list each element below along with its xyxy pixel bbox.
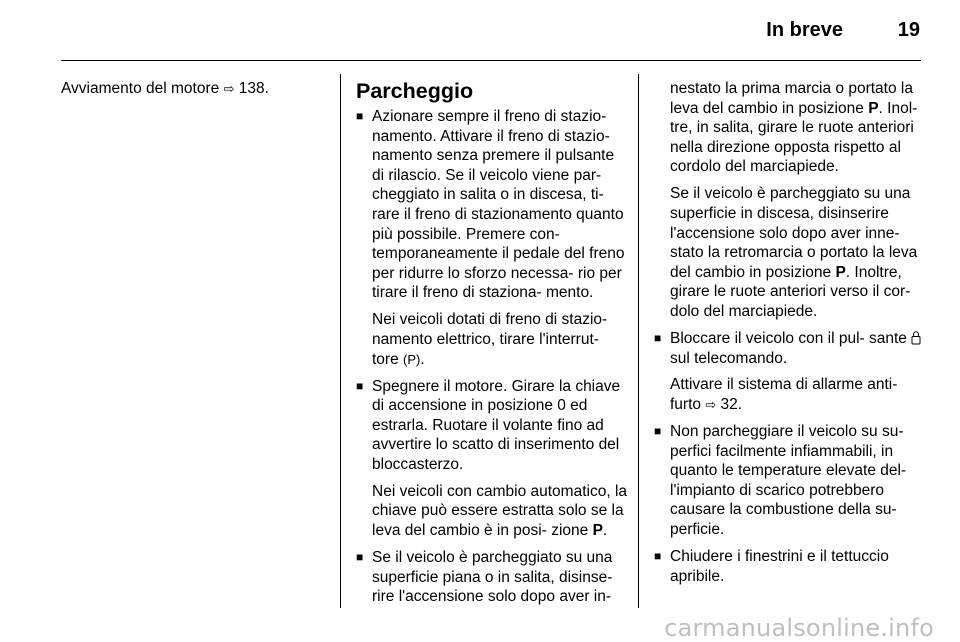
column-1 (61, 79, 329, 106)
section-heading: Parcheggio (356, 79, 474, 103)
item-subtext (670, 375, 924, 414)
item-subtext (372, 482, 628, 541)
bullet-square-icon: ■ (654, 549, 662, 564)
subtext-end: . (602, 522, 608, 540)
section-title: In breve (766, 19, 843, 41)
item-text: Chiudere i finestrini e il tettuccio apribile. (670, 548, 889, 585)
list-item (654, 422, 924, 540)
item-text: Non parcheggiare il veicolo su su- perfici facilmente infiammabili, in quanto le temperature elevate del- l'impianto di scarico potrebbero causare la combustione della su- perficie. (670, 423, 907, 539)
page-reference-arrow-icon: ⇨ (223, 81, 235, 96)
page-number: 19 (897, 19, 920, 41)
bullet-square-icon: ■ (654, 424, 662, 439)
item-text-body: Bloccare il veicolo con il pul- sante (670, 329, 907, 347)
item-text (670, 329, 924, 368)
bullet-square-icon: ■ (356, 378, 364, 393)
item-subtext (372, 310, 628, 369)
reference-text: Avviamento del motore (61, 80, 220, 97)
page-header (0, 0, 960, 60)
continued-text-body: Se il veicolo è parcheggiato su una superficie in discesa, disinserire l'accensione solo dopo aver inne- stato la retromarcia o portato la leva del cambio in posizione (670, 185, 918, 281)
header-rule (61, 60, 921, 61)
lock-icon (911, 330, 921, 345)
subtext-body: Nei veicoli con cambio automatico, la chiave può essere estratta solo se la leva del cambio è in posi- zione (372, 482, 628, 540)
column-2 (356, 79, 628, 614)
list-item (356, 107, 628, 369)
continued-text-end: . Inoltre, girare le ruote anteriori verso il cor- dolo del marciapiede. (670, 263, 911, 320)
cross-reference (61, 79, 329, 99)
subtext-end: . (420, 350, 425, 368)
item-text: Azionare sempre il freno di stazio- namento. Attivare il freno di stazio- namento senza premere il pulsante di rilascio. Se il veicolo viene par- cheggiato in salita o in discesa, ti- rare il freno di stazionamento quanto più possibile. Premere con- temporaneamente il pedale del freno per ridurre lo sforzo necessa- rio per tirare il freno di staziona- mento. (372, 108, 625, 302)
list-item (356, 548, 628, 607)
item-text: Spegnere il motore. Girare la chiave di accensione in posizione 0 ed estrarla. Ruotare il volante fino ad avvertire lo scatto di inserimento del bloccasterzo. (372, 377, 621, 473)
parking-instructions-list-continued (654, 329, 924, 586)
column-3 (654, 79, 924, 594)
gear-position-label: P (835, 263, 846, 281)
page-reference-arrow-icon: ⇨ (705, 397, 717, 413)
list-item (654, 547, 924, 586)
subtext-body: Nei veicoli dotati di freno di stazio- namento elettrico, tirare l'interrut- tore (372, 311, 608, 368)
gear-position-label: P (592, 522, 603, 540)
gear-position-label: P (868, 99, 879, 117)
parking-brake-switch-icon: (P) (403, 351, 421, 367)
watermark: carmanualsonline.info (664, 614, 934, 642)
column-divider-1 (340, 74, 341, 608)
bullet-square-icon: ■ (356, 550, 364, 565)
reference-page: 32. (720, 396, 743, 414)
reference-page: 138. (238, 80, 269, 97)
parking-instructions-list (356, 107, 628, 607)
list-item (356, 377, 628, 541)
list-item (654, 329, 924, 415)
continued-text-body: nestato la prima marcia o portato la leva del cambio in posizione (670, 80, 913, 117)
item-text-end: sul telecomando. (670, 349, 788, 367)
bullet-square-icon: ■ (654, 330, 662, 345)
column-divider-2 (638, 74, 639, 608)
subtext-body: Attivare il sistema di allarme anti- furto (670, 376, 898, 414)
continued-text (654, 79, 924, 177)
continued-text (654, 184, 924, 321)
item-text: Se il veicolo è parcheggiato su una superficie piana o in salita, disinse- rire l'accensione solo dopo aver in- (372, 549, 613, 606)
continued-text-end: . Inol- tre, in salita, girare le ruote anteriori nella direzione opposta rispetto al cordolo del marciapiede. (670, 99, 918, 176)
bullet-square-icon: ■ (356, 109, 364, 123)
